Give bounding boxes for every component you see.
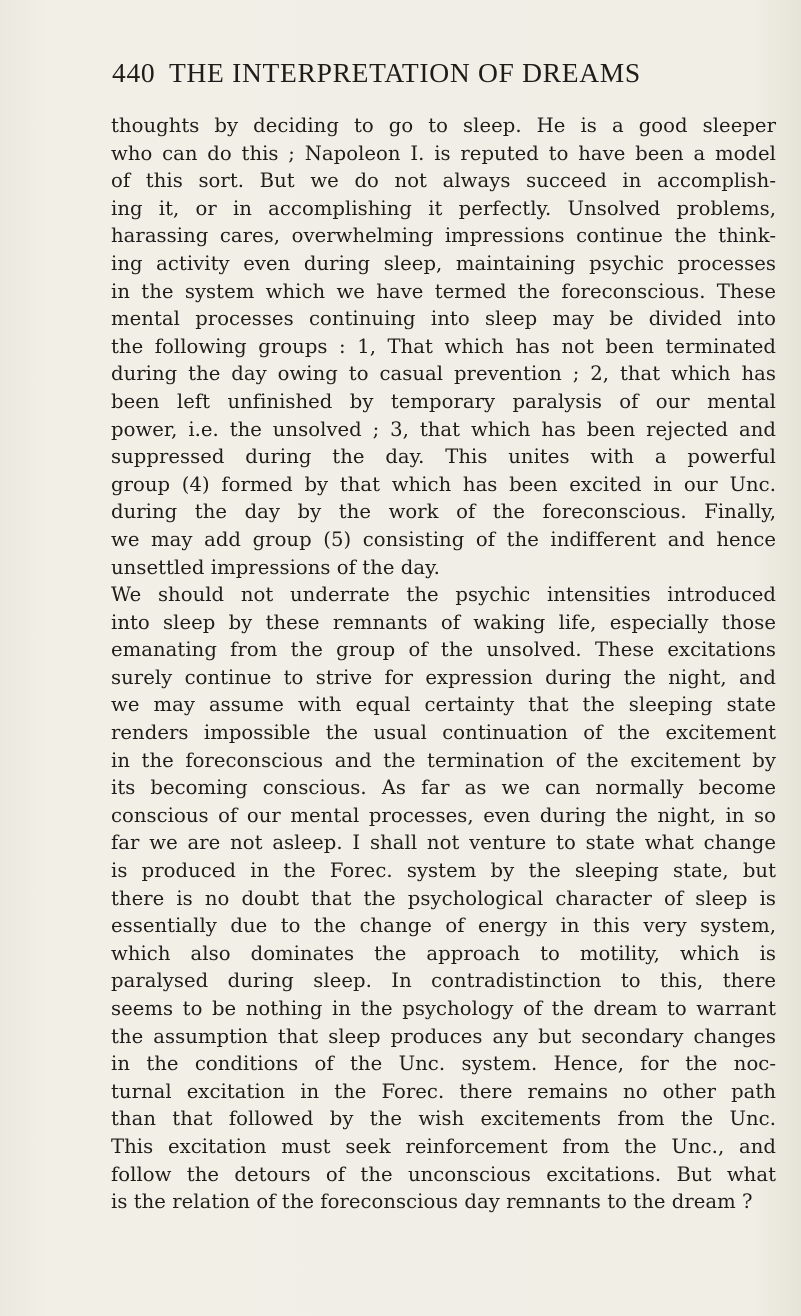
- text-line: harassing cares, overwhelming impressions continue the think-: [111, 224, 776, 248]
- text-line: into sleep by these remnants of waking life, especially those: [111, 610, 776, 634]
- text-line: in the conditions of the Unc. system. Hence, for the noc-: [111, 1052, 776, 1076]
- text-line: is the relation of the foreconscious day remnants to the dream ?: [111, 1190, 753, 1214]
- text-line: group (4) formed by that which has been excited in our Unc.: [111, 472, 776, 496]
- text-line: its becoming conscious. As far as we can normally become: [111, 776, 776, 800]
- text-line: power, i.e. the unsolved ; 3, that which has been rejected and: [111, 417, 776, 441]
- text-line: we may assume with equal certainty that the sleeping state: [111, 693, 776, 717]
- text-line: follow the detours of the unconscious excitations. But what: [111, 1162, 776, 1186]
- text-line: essentially due to the change of energy in this very system,: [111, 914, 776, 938]
- text-line: surely continue to strive for expression during the night, and: [111, 665, 776, 689]
- text-line: emanating from the group of the unsolved. These excitations: [111, 638, 776, 662]
- text-line: suppressed during the day. This unites with a powerful: [111, 445, 776, 469]
- text-line: This excitation must seek reinforcement from the Unc., and: [111, 1134, 776, 1158]
- text-line: seems to be nothing in the psychology of the dream to warrant: [111, 997, 776, 1020]
- text-line: far we are not asleep. I shall not venture to state what change: [111, 831, 776, 855]
- running-head: [112, 57, 772, 93]
- text-line: been left unfinished by temporary paralysis of our mental: [111, 389, 776, 413]
- body-text: [111, 112, 776, 1216]
- text-line: we may add group (5) consisting of the indifferent and hence: [111, 527, 776, 551]
- text-line: paralysed during sleep. In contradistinction to this, there: [111, 969, 776, 993]
- text-line: We should not underrate the psychic intensities introduced: [111, 583, 776, 607]
- text-line: turnal excitation in the Forec. there remains no other path: [111, 1079, 776, 1103]
- text-line: during the day owing to casual prevention ; 2, that which has: [111, 362, 776, 386]
- text-line: ing activity even during sleep, maintaining psychic processes: [111, 251, 776, 275]
- text-line: which also dominates the approach to motility, which is: [111, 941, 776, 965]
- text-line: is produced in the Forec. system by the sleeping state, but: [111, 859, 776, 883]
- text-line: there is no doubt that the psychological character of sleep is: [111, 886, 776, 910]
- text-line: of this sort. But we do not always succeed in accomplish-: [111, 169, 776, 193]
- text-line: mental processes continuing into sleep may be divided into: [111, 307, 776, 331]
- page-number: 440: [112, 57, 156, 88]
- text-line: in the system which we have termed the foreconscious. These: [111, 279, 776, 303]
- text-line: the assumption that sleep produces any but secondary changes: [111, 1024, 776, 1048]
- text-line: ing it, or in accomplishing it perfectly. Unsolved problems,: [111, 196, 776, 220]
- text-line: conscious of our mental processes, even during the night, in so: [111, 803, 776, 827]
- running-title: THE INTERPRETATION OF DREAMS: [169, 57, 641, 88]
- text-line: unsettled impressions of the day.: [111, 555, 440, 579]
- text-line: in the foreconscious and the termination of the excitement by: [111, 748, 776, 772]
- text-line: thoughts by deciding to go to sleep. He is a good sleeper: [111, 114, 776, 137]
- text-line: than that followed by the wish excitements from the Unc.: [111, 1107, 776, 1131]
- text-line: during the day by the work of the foreconscious. Finally,: [111, 500, 776, 524]
- text-line: who can do this ; Napoleon I. is reputed to have been a model: [111, 141, 776, 165]
- text-line: the following groups : 1, That which has not been terminated: [111, 334, 776, 358]
- text-line: renders impossible the usual continuation of the excitement: [111, 721, 776, 745]
